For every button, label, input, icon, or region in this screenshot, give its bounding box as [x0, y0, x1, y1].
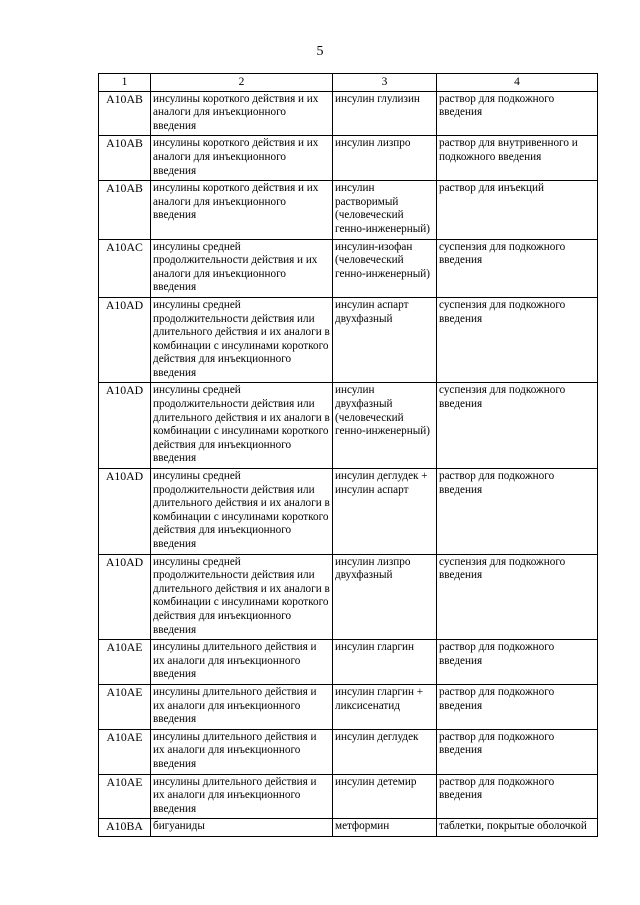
dosage-form-cell: суспензия для подкожного введения: [437, 554, 598, 640]
drug-name-cell: инсулин деглудек: [333, 729, 437, 774]
drug-group-cell: инсулины длительного действия и их аналоги для инъекционного введения: [151, 684, 333, 729]
drug-group-cell: инсулины короткого действия и их аналоги для инъекционного введения: [151, 91, 333, 136]
drug-group-cell: инсулины средней продолжительности действия и их аналоги для инъекционного введения: [151, 239, 333, 297]
atc-code-cell: A10AB: [99, 181, 151, 239]
column-header: 1: [99, 74, 151, 92]
atc-code-cell: A10AD: [99, 554, 151, 640]
atc-code-cell: A10AD: [99, 469, 151, 555]
drug-name-cell: инсулин аспарт двухфазный: [333, 297, 437, 383]
table-row: [99, 684, 598, 729]
atc-code-cell: A10AB: [99, 136, 151, 181]
dosage-form-cell: раствор для подкожного введения: [437, 774, 598, 819]
dosage-form-cell: раствор для подкожного введения: [437, 640, 598, 685]
atc-code-cell: A10AE: [99, 774, 151, 819]
drug-group-cell: инсулины короткого действия и их аналоги для инъекционного введения: [151, 136, 333, 181]
dosage-form-cell: суспензия для подкожного введения: [437, 383, 598, 469]
atc-code-cell: A10AE: [99, 729, 151, 774]
drug-name-cell: инсулин глулизин: [333, 91, 437, 136]
drug-name-cell: инсулин деглудек + инсулин аспарт: [333, 469, 437, 555]
column-header: 4: [437, 74, 598, 92]
dosage-form-cell: раствор для подкожного введения: [437, 684, 598, 729]
table-row: [99, 91, 598, 136]
atc-code-cell: A10AE: [99, 684, 151, 729]
dosage-form-cell: раствор для внутривенного и подкожного введения: [437, 136, 598, 181]
dosage-form-cell: таблетки, покрытые оболочкой: [437, 819, 598, 837]
table-header-row: [99, 74, 598, 92]
drug-name-cell: метформин: [333, 819, 437, 837]
atc-code-cell: A10AE: [99, 640, 151, 685]
drug-name-cell: инсулин растворимый (человеческий генно-инженерный): [333, 181, 437, 239]
table-row: [99, 774, 598, 819]
dosage-form-cell: раствор для подкожного введения: [437, 469, 598, 555]
drug-group-cell: инсулины средней продолжительности действия или длительного действия и их аналоги в комбинации с инсулинами короткого действия для инъекционного введения: [151, 554, 333, 640]
column-header: 3: [333, 74, 437, 92]
page-number: 5: [316, 44, 324, 59]
drug-name-cell: инсулин лизпро: [333, 136, 437, 181]
table-row: [99, 181, 598, 239]
column-header: 2: [151, 74, 333, 92]
dosage-form-cell: раствор для инъекций: [437, 181, 598, 239]
table-row: [99, 819, 598, 837]
drug-name-cell: инсулин детемир: [333, 774, 437, 819]
drug-group-cell: инсулины средней продолжительности действия или длительного действия и их аналоги в комбинации с инсулинами короткого действия для инъекционного введения: [151, 297, 333, 383]
table-body: [99, 91, 598, 836]
dosage-form-cell: раствор для подкожного введения: [437, 729, 598, 774]
drug-name-cell: инсулин гларгин: [333, 640, 437, 685]
atc-code-cell: A10BA: [99, 819, 151, 837]
table-row: [99, 297, 598, 383]
drug-group-cell: бигуаниды: [151, 819, 333, 837]
drug-group-cell: инсулины средней продолжительности действия или длительного действия и их аналоги в комбинации с инсулинами короткого действия для инъекционного введения: [151, 469, 333, 555]
table-row: [99, 554, 598, 640]
drug-table: [98, 73, 598, 837]
table-row: [99, 383, 598, 469]
atc-code-cell: A10AD: [99, 297, 151, 383]
drug-group-cell: инсулины короткого действия и их аналоги для инъекционного введения: [151, 181, 333, 239]
drug-name-cell: инсулин гларгин + ликсисенатид: [333, 684, 437, 729]
table-row: [99, 239, 598, 297]
atc-code-cell: A10AC: [99, 239, 151, 297]
atc-code-cell: A10AB: [99, 91, 151, 136]
drug-name-cell: инсулин двухфазный (человеческий генно-инженерный): [333, 383, 437, 469]
dosage-form-cell: суспензия для подкожного введения: [437, 239, 598, 297]
drug-name-cell: инсулин-изофан (человеческий генно-инженерный): [333, 239, 437, 297]
atc-code-cell: A10AD: [99, 383, 151, 469]
drug-group-cell: инсулины длительного действия и их аналоги для инъекционного введения: [151, 729, 333, 774]
dosage-form-cell: раствор для подкожного введения: [437, 91, 598, 136]
table-row: [99, 469, 598, 555]
drug-group-cell: инсулины длительного действия и их аналоги для инъекционного введения: [151, 640, 333, 685]
table-row: [99, 640, 598, 685]
dosage-form-cell: суспензия для подкожного введения: [437, 297, 598, 383]
drug-name-cell: инсулин лизпро двухфазный: [333, 554, 437, 640]
drug-group-cell: инсулины средней продолжительности действия или длительного действия и их аналоги в комбинации с инсулинами короткого действия для инъекционного введения: [151, 383, 333, 469]
table-row: [99, 729, 598, 774]
drug-group-cell: инсулины длительного действия и их аналоги для инъекционного введения: [151, 774, 333, 819]
table-row: [99, 136, 598, 181]
